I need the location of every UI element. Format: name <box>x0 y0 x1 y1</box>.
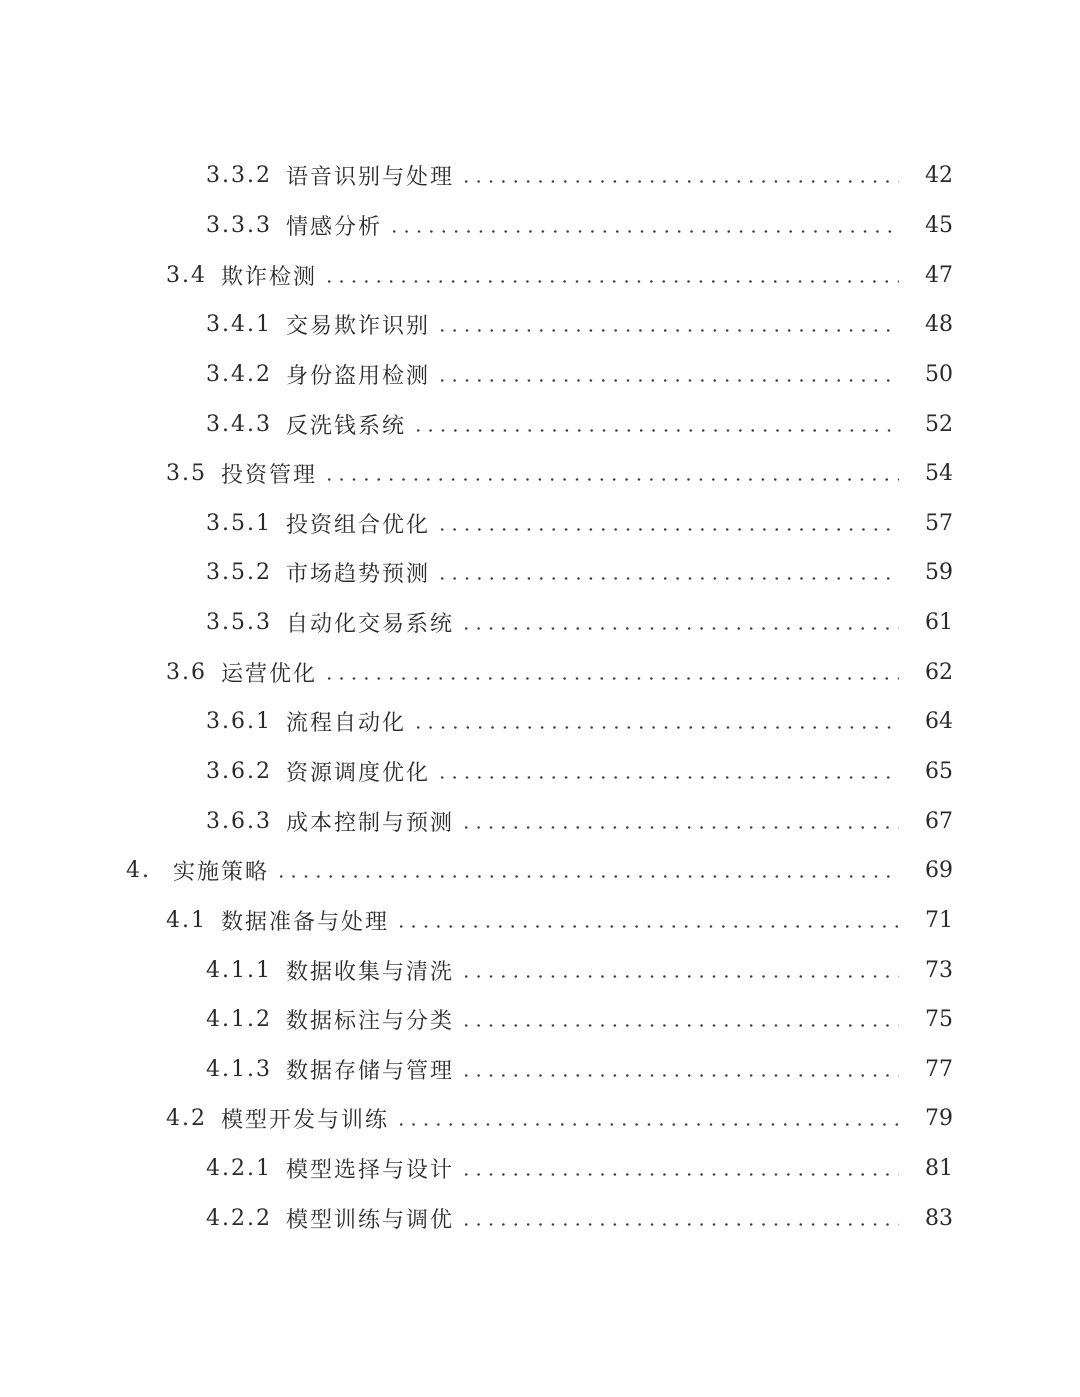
toc-entry-page: 42 <box>925 163 953 189</box>
toc-entry-4-1-2[interactable] <box>0 995 1080 1045</box>
toc-entry-3-6-2[interactable] <box>0 747 1080 797</box>
toc-entry-number: 3.3.3 <box>206 212 272 238</box>
toc-entry-3-5-2[interactable] <box>0 548 1080 598</box>
toc-entry-3-5-1[interactable] <box>0 498 1080 548</box>
toc-entry-page: 69 <box>925 858 953 884</box>
toc-entry-title: 资源调度优化 <box>285 761 430 786</box>
toc-entry-3-3-2[interactable] <box>0 151 1080 201</box>
table-of-contents <box>0 151 1080 1243</box>
toc-entry-page: 81 <box>925 1156 953 1182</box>
toc-entry-number: 3.5 <box>166 461 207 487</box>
dot-leader <box>323 677 899 680</box>
toc-entry-page: 83 <box>925 1205 953 1231</box>
toc-entry-title: 交易欺诈识别 <box>285 314 430 340</box>
toc-entry-3-4-1[interactable] <box>0 300 1080 350</box>
toc-entry-4-2-2[interactable] <box>0 1193 1080 1243</box>
toc-entry-page: 71 <box>925 907 953 933</box>
dot-leader <box>460 1024 899 1027</box>
toc-entry-3-5-3[interactable] <box>0 598 1080 648</box>
toc-entry-page: 64 <box>925 709 953 735</box>
toc-entry-title: 运营优化 <box>221 661 318 687</box>
toc-entry-page: 62 <box>925 659 953 685</box>
toc-entry-number: 4.2.2 <box>206 1205 272 1231</box>
dot-leader <box>460 1074 899 1077</box>
dot-leader <box>436 776 899 779</box>
dot-leader <box>436 528 899 531</box>
toc-entry-number: 3.4 <box>166 262 207 288</box>
toc-entry-4-1-1[interactable] <box>0 945 1080 995</box>
toc-entry-4[interactable] <box>0 846 1080 896</box>
dot-leader <box>395 1123 899 1126</box>
toc-entry-number: 4.1 <box>166 907 207 933</box>
toc-entry-title: 模型开发与训练 <box>221 1108 390 1134</box>
toc-entry-number: 3.6.1 <box>206 709 272 735</box>
dot-leader <box>460 826 899 829</box>
toc-entry-page: 59 <box>925 560 953 586</box>
toc-entry-number: 3.6 <box>166 659 207 685</box>
toc-entry-3-4-3[interactable] <box>0 399 1080 449</box>
toc-entry-number: 3.6.2 <box>206 759 272 784</box>
dot-leader <box>412 726 899 729</box>
dot-leader <box>395 925 899 928</box>
dot-leader <box>436 329 899 332</box>
toc-entry-title: 模型选择与设计 <box>285 1158 454 1184</box>
toc-entry-page: 45 <box>925 212 953 238</box>
toc-entry-page: 48 <box>925 312 953 338</box>
toc-entry-page: 73 <box>925 957 953 983</box>
toc-entry-number: 3.4.2 <box>206 361 272 387</box>
toc-entry-number: 3.5.2 <box>206 560 272 586</box>
dot-leader <box>460 1223 899 1226</box>
toc-entry-title: 投资组合优化 <box>285 512 430 538</box>
toc-entry-4-2[interactable] <box>0 1094 1080 1144</box>
toc-entry-title: 市场趋势预测 <box>285 562 430 588</box>
dot-leader <box>436 577 899 580</box>
toc-entry-title: 数据收集与清洗 <box>285 959 454 985</box>
toc-entry-number: 3.4.3 <box>206 411 272 437</box>
dot-leader <box>412 429 899 432</box>
toc-entry-title: 语音识别与处理 <box>285 165 454 191</box>
toc-entry-title: 情感分析 <box>285 214 382 240</box>
toc-entry-3-6-3[interactable] <box>0 796 1080 846</box>
toc-entry-4-1[interactable] <box>0 896 1080 946</box>
toc-entry-3-4[interactable] <box>0 250 1080 300</box>
dot-leader <box>436 379 899 382</box>
toc-entry-title: 流程自动化 <box>285 711 406 737</box>
toc-entry-page: 61 <box>925 610 953 636</box>
toc-entry-page: 54 <box>925 461 953 487</box>
toc-entry-title: 模型训练与调优 <box>285 1207 454 1233</box>
toc-entry-page: 65 <box>925 759 953 784</box>
toc-entry-page: 75 <box>925 1007 953 1033</box>
toc-entry-page: 67 <box>925 808 953 834</box>
toc-entry-title: 反洗钱系统 <box>285 413 406 439</box>
toc-entry-page: 57 <box>925 510 953 536</box>
toc-entry-title: 投资管理 <box>221 463 318 489</box>
toc-entry-page: 50 <box>925 361 953 387</box>
dot-leader <box>460 975 899 978</box>
toc-entry-3-3-3[interactable] <box>0 201 1080 251</box>
dot-leader <box>275 875 899 878</box>
toc-entry-3-6[interactable] <box>0 647 1080 697</box>
toc-entry-title: 欺诈检测 <box>221 264 318 290</box>
dot-leader <box>323 280 899 283</box>
toc-entry-3-5[interactable] <box>0 449 1080 499</box>
toc-entry-page: 79 <box>925 1106 953 1132</box>
toc-entry-title: 数据存储与管理 <box>285 1058 454 1084</box>
toc-entry-number: 3.3.2 <box>206 163 272 189</box>
toc-entry-title: 成本控制与预测 <box>285 810 454 836</box>
toc-entry-number: 4.1.2 <box>206 1007 272 1033</box>
dot-leader <box>460 1173 899 1176</box>
toc-entry-3-4-2[interactable] <box>0 350 1080 400</box>
toc-entry-number: 3.5.3 <box>206 610 272 636</box>
toc-entry-page: 52 <box>925 411 953 437</box>
dot-leader <box>460 180 899 183</box>
toc-entry-number: 3.5.1 <box>206 510 272 536</box>
toc-entry-number: 4.1.1 <box>206 957 272 983</box>
toc-entry-number: 4. <box>126 858 151 884</box>
toc-entry-3-6-1[interactable] <box>0 697 1080 747</box>
toc-entry-number: 3.4.1 <box>206 312 272 338</box>
toc-entry-title: 数据标注与分类 <box>285 1009 454 1035</box>
toc-entry-number: 4.2 <box>166 1106 207 1132</box>
toc-entry-number: 4.2.1 <box>206 1156 272 1182</box>
dot-leader <box>460 627 899 630</box>
toc-entry-number: 3.6.3 <box>206 808 272 834</box>
dot-leader <box>388 230 899 233</box>
toc-entry-title: 自动化交易系统 <box>285 612 454 638</box>
dot-leader <box>323 478 899 481</box>
toc-entry-title: 实施策略 <box>173 860 270 886</box>
toc-entry-number: 4.1.3 <box>206 1056 272 1082</box>
toc-entry-title: 数据准备与处理 <box>221 909 390 935</box>
toc-entry-page: 77 <box>925 1056 953 1082</box>
toc-entry-4-2-1[interactable] <box>0 1144 1080 1194</box>
toc-entry-title: 身份盗用检测 <box>285 363 430 389</box>
toc-entry-4-1-3[interactable] <box>0 1045 1080 1095</box>
toc-entry-page: 47 <box>925 262 953 288</box>
